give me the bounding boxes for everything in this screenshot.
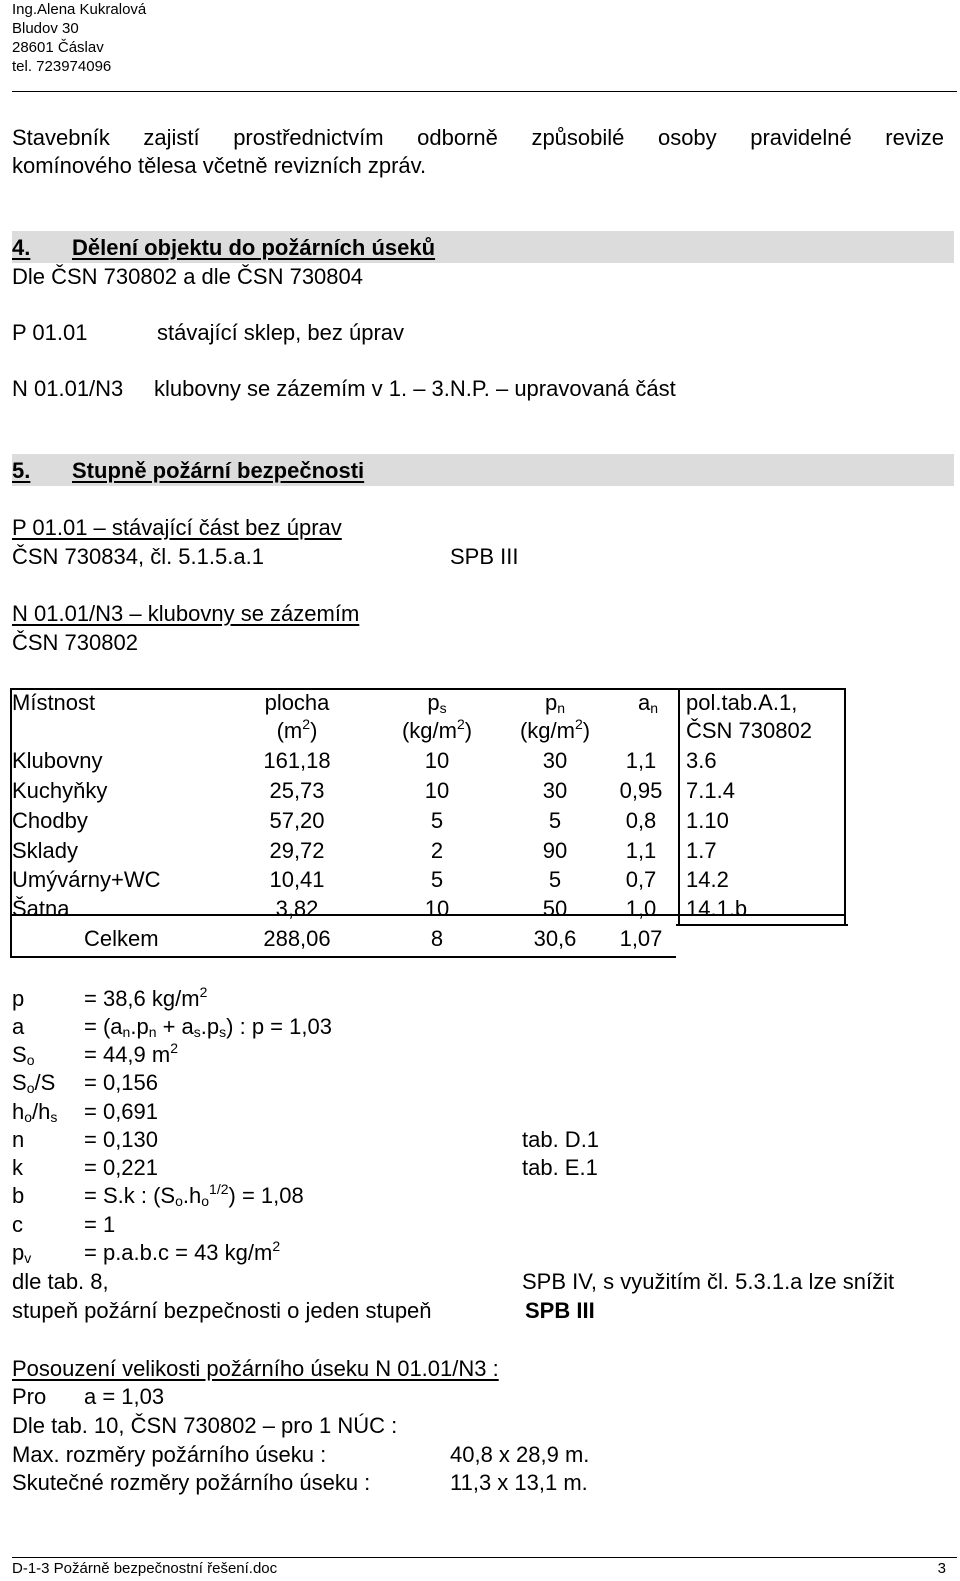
row-ref: 7.1.4 <box>686 778 735 803</box>
th-ps-unit: $(kg/m^2)$ <box>401 716 473 743</box>
row-pn: 5 <box>548 867 562 892</box>
assessment-title: Posouzení velikosti požárního úseku N 01.01/N3 : <box>12 1356 499 1381</box>
conclusion-2: stupeň požární bezpečnosti o jeden stupeň <box>12 1298 432 1323</box>
table-divider <box>678 690 680 956</box>
row-ref: 14.2 <box>686 867 729 892</box>
row-ref: 1.7 <box>686 838 717 863</box>
row-pn: 30 <box>542 748 568 773</box>
calc-k-ref: tab. E.1 <box>522 1155 598 1180</box>
th-area-unit: $(m^2)$ <box>276 716 318 743</box>
row-an: 1,0 <box>625 896 657 921</box>
total-label: Celkem <box>84 926 159 951</box>
row-room: Kuchyňky <box>12 778 108 803</box>
area-desc-n: klubovny se zázemím v 1. – 3.N.P. – upravovaná část <box>154 376 676 401</box>
calc-a-value: = $(a_n.p_n + a_s.p_s)$ : p = 1,03 <box>84 1014 332 1040</box>
total-an: 1,07 <box>619 926 663 951</box>
p-area-norm: ČSN 730834, čl. 5.1.5.a.1 <box>12 544 264 569</box>
calc-k-sym: k <box>12 1155 23 1180</box>
calc-b-sym: b <box>12 1183 25 1208</box>
calc-sos-value: = 0,156 <box>84 1070 159 1095</box>
calc-p-sym: p <box>12 986 25 1011</box>
calc-so-value: = 44,9 $m^2$ <box>84 1040 179 1067</box>
table-total-right-mask <box>676 924 848 962</box>
conclusion-1-right: SPB IV, s využitím čl. 5.3.1.a lze snížit <box>522 1269 895 1294</box>
section-4-standard: Dle ČSN 730802 a dle ČSN 730804 <box>12 264 364 289</box>
row-room: Klubovny <box>12 748 103 773</box>
footer-rule <box>12 1557 957 1558</box>
row-an: 1,1 <box>625 748 657 773</box>
calc-hoh-value: = 0,691 <box>84 1099 159 1124</box>
section-5-title: Stupně požární bezpečnosti <box>72 458 365 483</box>
calc-n-sym: n <box>12 1127 25 1152</box>
calc-pv-value: = p.a.b.c = 43 $kg/m^2$ <box>84 1238 281 1265</box>
author-phone: tel. 723974096 <box>12 58 112 75</box>
row-room: Chodby <box>12 808 88 833</box>
row-room: Sklady <box>12 838 79 863</box>
row-area: 10,41 <box>269 867 325 892</box>
row-pn: 90 <box>542 838 568 863</box>
area-code-n: N 01.01/N3 <box>12 376 124 401</box>
assessment-real-value: 11,3 x 13,1 m. <box>450 1470 588 1495</box>
total-pn: 30,6 <box>533 926 577 951</box>
assessment-dle: Dle tab. 10, ČSN 730802 – pro 1 NÚC : <box>12 1413 398 1438</box>
n-area-title: N 01.01/N3 – klubovny se zázemím <box>12 601 360 626</box>
th-room: Místnost <box>12 690 96 715</box>
row-ps: 10 <box>424 896 450 921</box>
header-rule <box>12 91 957 92</box>
assessment-pro-value: a = 1,03 <box>84 1384 165 1409</box>
author-city: 28601 Čáslav <box>12 39 104 56</box>
row-an: 0,7 <box>625 867 657 892</box>
row-an: 0,95 <box>619 778 663 803</box>
row-ref: 14.1.b <box>686 896 748 921</box>
th-ref-2: ČSN 730802 <box>686 718 812 743</box>
assessment-real-label: Skutečné rozměry požárního úseku : <box>12 1470 371 1495</box>
calc-hoh-sym: $h_o/h_s$ <box>12 1099 58 1125</box>
row-pn: 5 <box>548 808 562 833</box>
fire-load-table <box>10 688 846 958</box>
author-name: Ing.Alena Kukralová <box>12 1 147 18</box>
page-number: 3 <box>937 1560 946 1577</box>
calc-sos-sym: $S_o/S$ <box>12 1070 56 1096</box>
row-ps: 5 <box>430 867 444 892</box>
row-ps: 2 <box>430 838 444 863</box>
section-4-number: 4. <box>12 235 31 260</box>
row-area: 57,20 <box>269 808 325 833</box>
row-area: 161,18 <box>263 748 331 773</box>
row-ref: 3.6 <box>686 748 717 773</box>
total-ps: 8 <box>430 926 444 951</box>
calc-n-value: = 0,130 <box>84 1127 159 1152</box>
row-room: Umývárny+WC <box>12 867 161 892</box>
n-area-norm: ČSN 730802 <box>12 630 138 655</box>
th-pn: $p_n$ <box>544 690 566 716</box>
calc-n-ref: tab. D.1 <box>522 1127 600 1152</box>
row-area: 25,73 <box>269 778 325 803</box>
calc-a-sym: a <box>12 1014 25 1039</box>
calc-k-value: = 0,221 <box>84 1155 159 1180</box>
assessment-max-label: Max. rozměry požárního úseku : <box>12 1442 327 1467</box>
calc-b-value: = S.k : $(S_o.h_o^{1/2}) = 1,08$ <box>84 1181 304 1209</box>
th-pn-unit: $(kg/m^2)$ <box>519 716 591 743</box>
row-area: 3,82 <box>275 896 319 921</box>
row-an: 1,1 <box>625 838 657 863</box>
total-area: 288,06 <box>263 926 331 951</box>
assessment-max-value: 40,8 x 28,9 m. <box>450 1442 590 1467</box>
calc-c-sym: c <box>12 1212 23 1237</box>
calc-c-value: = 1 <box>84 1212 116 1237</box>
row-ps: 10 <box>424 748 450 773</box>
p-area-title: P 01.01 – stávající část bez úprav <box>12 515 342 540</box>
row-ps: 5 <box>430 808 444 833</box>
area-desc-p: stávající sklep, bez úprav <box>157 320 405 345</box>
row-ps: 10 <box>424 778 450 803</box>
calc-p-value: = 38,6 $kg/m^2$ <box>84 984 208 1011</box>
section-5-number: 5. <box>12 458 31 483</box>
intro-line-2: komínového tělesa včetně revizních zpráv. <box>12 153 427 178</box>
th-an: $a_n$ <box>637 690 659 716</box>
calc-so-sym: $S_o$ <box>12 1042 35 1068</box>
section-4-title: Dělení objektu do požárních úseků <box>72 235 436 260</box>
assessment-pro: Pro <box>12 1384 47 1409</box>
row-pn: 50 <box>542 896 568 921</box>
row-area: 29,72 <box>269 838 325 863</box>
author-street: Bludov 30 <box>12 20 79 37</box>
footer-filename: D-1-3 Požárně bezpečnostní řešení.doc <box>12 1560 278 1577</box>
area-code-p: P 01.01 <box>12 320 88 345</box>
calc-pv-sym: $p_v$ <box>12 1240 32 1266</box>
row-pn: 30 <box>542 778 568 803</box>
conclusion-2-spb: SPB III <box>525 1298 595 1323</box>
th-ps: $p_s$ <box>427 690 447 716</box>
th-ref-1: pol.tab.A.1, <box>686 690 798 715</box>
row-room: Šatna <box>12 896 70 921</box>
p-area-spb: SPB III <box>450 544 519 569</box>
intro-line-1: Stavebník zajistí prostřednictvím odborně způsobilé osoby pravidelné revize <box>12 125 944 150</box>
row-ref: 1.10 <box>686 808 729 833</box>
th-area: plocha <box>264 690 330 715</box>
row-an: 0,8 <box>625 808 657 833</box>
conclusion-1: dle tab. 8, <box>12 1269 109 1294</box>
